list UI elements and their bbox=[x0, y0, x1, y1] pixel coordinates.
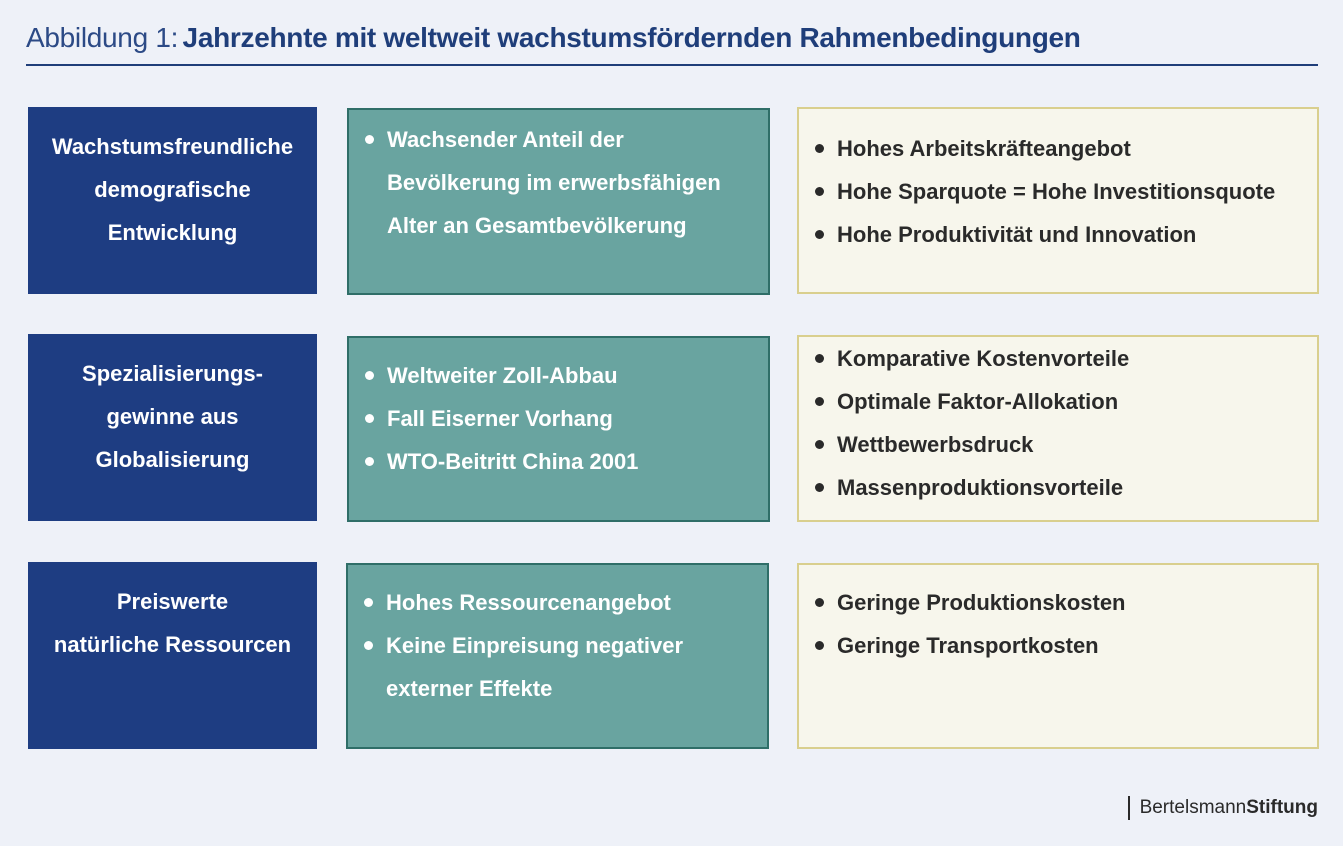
driver-item: Weltweiter Zoll-Abbau bbox=[363, 354, 754, 397]
drivers-box-demography bbox=[347, 108, 770, 295]
bullet-icon bbox=[815, 483, 824, 492]
bullet-icon bbox=[815, 397, 824, 406]
effect-item: Wettbewerbsdruck bbox=[813, 423, 1303, 466]
bullet-icon bbox=[815, 641, 824, 650]
figure-label: Abbildung 1: bbox=[26, 22, 179, 53]
category-box-demography bbox=[28, 107, 317, 294]
category-box-resources bbox=[28, 562, 317, 749]
drivers-box-resources bbox=[346, 563, 769, 749]
drivers-box-globalization bbox=[347, 336, 770, 522]
bullet-icon bbox=[815, 230, 824, 239]
category-label-line: Entwicklung bbox=[107, 220, 238, 245]
driver-item: Keine Einpreisung negativer externer Effekte bbox=[362, 624, 753, 710]
effect-item: Massenproduktionsvorteile bbox=[813, 466, 1303, 509]
bullet-icon bbox=[815, 144, 824, 153]
driver-item: WTO-Beitritt China 2001 bbox=[363, 440, 754, 483]
bullet-icon bbox=[815, 598, 824, 607]
effect-item: Hohe Sparquote = Hohe Investitionsquote bbox=[813, 170, 1303, 213]
effect-item: Hohes Arbeitskräfteangebot bbox=[813, 127, 1303, 170]
effect-item: Geringe Produktionskosten bbox=[813, 581, 1303, 624]
effect-item: Optimale Faktor-Allokation bbox=[813, 380, 1303, 423]
bullet-icon bbox=[364, 598, 373, 607]
effect-item: Geringe Transportkosten bbox=[813, 624, 1303, 667]
bullet-icon bbox=[364, 641, 373, 650]
bullet-icon bbox=[815, 354, 824, 363]
brand-name-light: Bertelsmann bbox=[1139, 797, 1247, 818]
category-label-line: gewinne aus bbox=[106, 404, 239, 429]
category-label-line: demografische bbox=[94, 177, 251, 202]
bullet-icon bbox=[365, 457, 374, 466]
effect-item: Komparative Kostenvorteile bbox=[813, 337, 1303, 380]
brand-name-bold: Stiftung bbox=[1246, 797, 1318, 818]
brand-logo bbox=[1128, 796, 1318, 820]
bullet-icon bbox=[815, 440, 824, 449]
category-label-line: natürliche Ressourcen bbox=[53, 632, 292, 657]
category-label-line: Globalisierung bbox=[95, 447, 250, 472]
category-label-line: Wachstumsfreundliche bbox=[51, 134, 294, 159]
effect-item: Hohe Produktivität und Innovation bbox=[813, 213, 1303, 256]
bullet-icon bbox=[815, 187, 824, 196]
category-label-line: Preiswerte bbox=[116, 589, 229, 614]
figure-title bbox=[26, 18, 1318, 66]
driver-item: Wachsender Anteil der Bevölkerung im erwerbsfähigen Alter an Gesamtbevölkerung bbox=[363, 118, 754, 247]
category-label-line: Spezialisierungs- bbox=[82, 361, 263, 386]
bullet-icon bbox=[365, 135, 374, 144]
effects-box-globalization bbox=[797, 335, 1319, 522]
effects-box-demography bbox=[797, 107, 1319, 294]
bullet-icon bbox=[365, 371, 374, 380]
category-box-globalization bbox=[28, 334, 317, 521]
bullet-icon bbox=[365, 414, 374, 423]
figure-heading: Jahrzehnte mit weltweit wachstumsfördernden Rahmenbedingungen bbox=[182, 22, 1081, 53]
effects-box-resources bbox=[797, 563, 1319, 749]
driver-item: Hohes Ressourcenangebot bbox=[362, 581, 753, 624]
driver-item: Fall Eiserner Vorhang bbox=[363, 397, 754, 440]
